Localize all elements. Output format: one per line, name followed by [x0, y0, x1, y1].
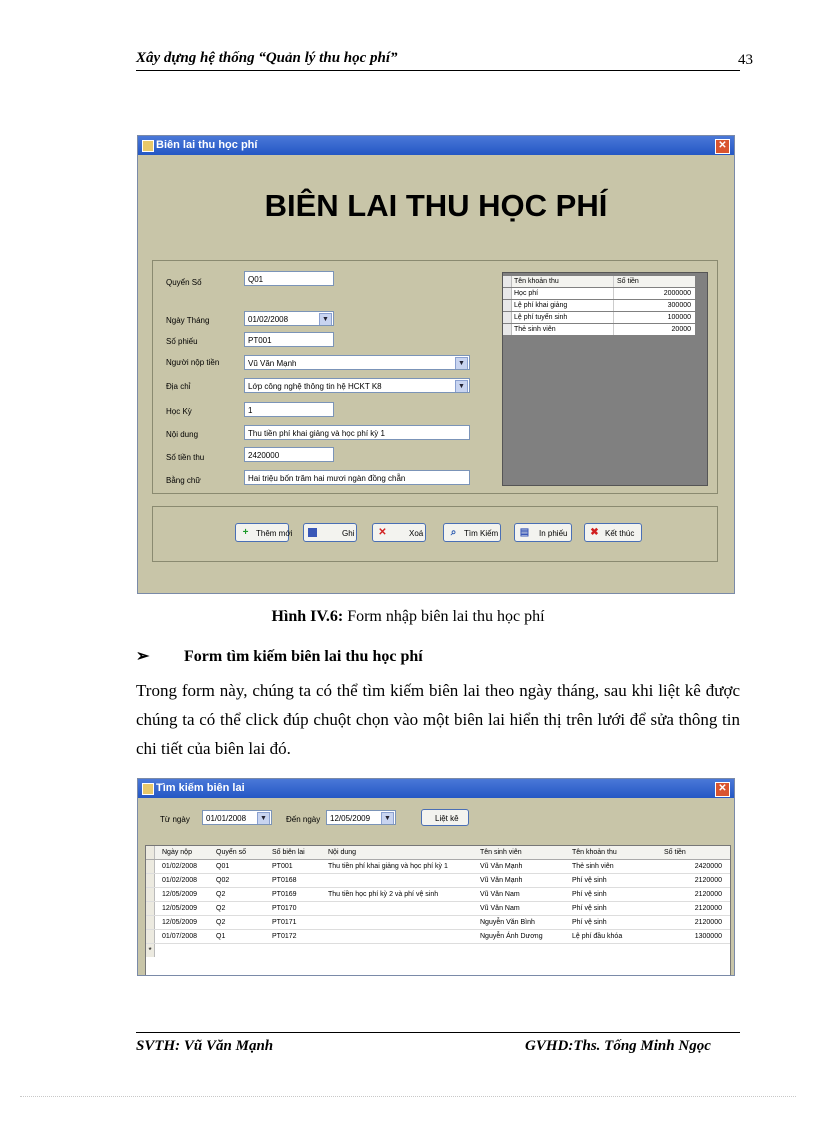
chevron-down-icon[interactable]: ▼: [381, 812, 394, 825]
to-date-label: Đến ngày: [286, 815, 321, 824]
exit-button[interactable]: [584, 523, 642, 542]
noi-dung-input[interactable]: Thu tiền phí khai giảng và học phí kỳ 1: [244, 425, 470, 440]
ten-sinh-vien-cell: Vũ Văn Mạnh: [480, 877, 523, 884]
receipt-form-heading: BIÊN LAI THU HỌC PHÍ: [264, 188, 608, 223]
quyen-so-cell: Q2: [216, 919, 226, 926]
search-button-label: Tìm Kiếm: [464, 529, 499, 538]
ten-sinh-vien-cell: Vũ Văn Nam: [480, 905, 520, 912]
from-date-label: Từ ngày: [160, 815, 190, 824]
header-noi-dung: Nội dung: [328, 849, 357, 856]
ten-khoan-thu-cell: Phí vệ sinh: [572, 905, 607, 912]
ngay-nop-cell: 01/02/2008: [162, 877, 198, 884]
so-tien-cell: 1300000: [694, 933, 722, 940]
so-phieu-label: Số phiếu: [166, 337, 198, 346]
receipt-form-window-title: Biên lai thu học phí: [156, 139, 258, 151]
save-button-label: Ghi: [342, 529, 355, 538]
ten-khoan-thu-cell: Phí vệ sinh: [572, 891, 607, 898]
close-icon[interactable]: ✕: [715, 139, 730, 154]
receipt-search-titlebar: [138, 779, 734, 798]
dia-chi-select[interactable]: [244, 378, 470, 393]
receipt-results-grid: [145, 845, 731, 976]
table-row[interactable]: [503, 312, 695, 323]
document-header-title: Xây dựng hệ thống “Quản lý thu học phí”: [136, 50, 398, 66]
ten-khoan-thu-cell: Phí vệ sinh: [572, 877, 607, 884]
so-bien-lai-cell: PT001: [272, 863, 293, 870]
receipt-form-titlebar: [138, 136, 734, 155]
page-number: 43: [738, 52, 753, 68]
header-ten-khoan-thu: Tên khoản thu: [572, 849, 617, 856]
dia-chi-value: Lớp công nghệ thông tin hệ HCKT K8: [248, 382, 382, 391]
table-row[interactable]: [503, 300, 695, 311]
nguoi-nop-select[interactable]: [244, 355, 470, 370]
so-tien-cell: 2420000: [694, 863, 722, 870]
fee-amount-cell: 100000: [667, 314, 691, 321]
ngay-thang-value: 01/02/2008: [248, 315, 289, 324]
fee-items-grid: [502, 272, 708, 486]
quyen-so-cell: Q1: [216, 933, 226, 940]
to-date-picker[interactable]: [326, 810, 396, 825]
chevron-down-icon[interactable]: ▼: [455, 357, 468, 370]
ten-khoan-thu-cell: Thẻ sinh viên: [572, 863, 614, 870]
fee-amount-cell: 20000: [671, 326, 691, 333]
receipt-search-window: [137, 778, 735, 976]
ten-khoan-thu-cell: Lệ phí đầu khóa: [572, 933, 623, 940]
header-so-tien: Số tiền: [664, 849, 686, 856]
ngay-nop-cell: 12/05/2009: [162, 919, 198, 926]
header-rule: [136, 70, 740, 71]
quyen-so-cell: Q01: [216, 863, 230, 870]
fee-name-cell: Lệ phí khai giảng: [514, 302, 568, 309]
add-button[interactable]: [235, 523, 293, 542]
quyen-so-label: Quyển Số: [166, 278, 202, 287]
fee-header-name: Tên khoản thu: [514, 278, 559, 285]
fee-amount-cell: 300000: [667, 302, 691, 309]
nguoi-nop-value: Vũ Văn Mạnh: [248, 359, 297, 368]
table-row[interactable]: [503, 324, 695, 335]
so-tien-cell: 2120000: [694, 905, 722, 912]
nguoi-nop-label: Người nộp tiền: [166, 358, 220, 367]
quyen-so-input[interactable]: Q01: [244, 271, 334, 286]
new-row[interactable]: [146, 944, 730, 957]
footer-student: SVTH: Vũ Văn Mạnh: [136, 1038, 274, 1054]
exit-button-label: Kết thúc: [605, 529, 635, 538]
noi-dung-cell: Thu tiền học phí kỳ 2 và phí vệ sinh: [328, 891, 439, 898]
fee-grid-header: [503, 276, 695, 287]
so-bien-lai-cell: PT0170: [272, 905, 297, 912]
app-icon: [142, 140, 154, 152]
table-row[interactable]: [146, 860, 730, 874]
save-button[interactable]: [303, 523, 357, 542]
bang-chu-label: Bằng chữ: [166, 476, 201, 485]
results-grid-header: [146, 846, 730, 860]
so-bien-lai-cell: PT0171: [272, 919, 297, 926]
noi-dung-cell: Thu tiền phí khai giảng và học phí kỳ 1: [328, 863, 448, 870]
footer-advisor: GVHD:Ths. Tống Minh Ngọc: [525, 1038, 711, 1054]
so-phieu-input[interactable]: PT001: [244, 332, 334, 347]
to-date-value: 12/05/2009: [330, 814, 371, 823]
ngay-thang-label: Ngày Tháng: [166, 316, 210, 325]
print-button[interactable]: [514, 523, 572, 542]
arrow-bullet-icon: ➢: [136, 648, 150, 665]
so-bien-lai-cell: PT0172: [272, 933, 297, 940]
fee-name-cell: Thẻ sinh viên: [514, 326, 556, 333]
table-row[interactable]: [146, 902, 730, 916]
print-button-label: In phiếu: [539, 529, 568, 538]
ngay-nop-cell: 01/02/2008: [162, 863, 198, 870]
page-bottom-dotted-line: [20, 1096, 796, 1097]
table-row[interactable]: [146, 888, 730, 902]
ten-sinh-vien-cell: Nguyễn Văn Bình: [480, 919, 535, 926]
delete-button[interactable]: [372, 523, 426, 542]
ngay-thang-picker[interactable]: [244, 311, 334, 326]
noi-dung-label: Nội dung: [166, 430, 199, 439]
ten-khoan-thu-cell: Phí vệ sinh: [572, 919, 607, 926]
chevron-down-icon[interactable]: ▼: [257, 812, 270, 825]
header-quyen-so: Quyển số: [216, 849, 246, 856]
body-paragraph: Trong form này, chúng ta có thể tìm kiếm biên lai theo ngày tháng, sau khi liệt kê được chúng ta có thể click đúp chuột chọn vào một biên lai hiển thị trên lưới để sửa thông tin chi tiết của biên lai đó.: [136, 681, 740, 758]
dia-chi-label: Địa chỉ: [166, 382, 191, 391]
chevron-down-icon[interactable]: ▼: [455, 380, 468, 393]
close-icon: ✖: [590, 527, 599, 538]
ngay-nop-cell: 12/05/2009: [162, 891, 198, 898]
hoc-ky-label: Học Kỳ: [166, 407, 192, 416]
fee-name-cell: Học phí: [514, 290, 539, 297]
ten-sinh-vien-cell: Vũ Văn Mạnh: [480, 863, 523, 870]
so-tien-cell: 2120000: [694, 877, 722, 884]
quyen-so-cell: Q2: [216, 891, 226, 898]
ten-sinh-vien-cell: Nguyễn Ánh Dương: [480, 933, 543, 940]
delete-x-icon: ✕: [378, 527, 387, 538]
close-icon[interactable]: ✕: [715, 782, 730, 797]
fee-amount-cell: 2000000: [663, 290, 691, 297]
so-bien-lai-cell: PT0169: [272, 891, 297, 898]
bang-chu-input[interactable]: Hai triệu bốn trăm hai mươi ngàn đồng chẵn: [244, 470, 470, 485]
list-button[interactable]: Liệt kê: [421, 809, 469, 826]
from-date-value: 01/01/2008: [206, 814, 247, 823]
fee-header-amount: Số tiền: [617, 278, 639, 285]
receipt-search-window-title: Tìm kiếm biên lai: [156, 782, 245, 794]
chevron-down-icon[interactable]: ▼: [319, 313, 332, 326]
so-bien-lai-cell: PT0168: [272, 877, 297, 884]
figure-caption: [0, 608, 816, 626]
table-row[interactable]: [146, 916, 730, 930]
quyen-so-cell: Q02: [216, 877, 230, 884]
figure-caption-label: Hình IV.6:: [271, 608, 344, 625]
table-row[interactable]: [146, 930, 730, 944]
header-ngay-nop: Ngày nộp: [162, 849, 192, 856]
app-icon: [142, 783, 154, 795]
floppy-disk-icon: [308, 528, 317, 537]
section-heading: [136, 646, 423, 666]
document-icon: ▤: [519, 527, 530, 538]
so-tien-cell: 2120000: [694, 891, 722, 898]
figure-caption-text: Form nhập biên lai thu học phí: [343, 608, 545, 625]
so-tien-cell: 2120000: [694, 919, 722, 926]
section-title: Form tìm kiếm biên lai thu học phí: [184, 648, 423, 665]
fee-name-cell: Lệ phí tuyển sinh: [514, 314, 568, 321]
so-tien-thu-label: Số tiền thu: [166, 453, 205, 462]
ngay-nop-cell: 01/07/2008: [162, 933, 198, 940]
search-icon: ⌕: [450, 527, 457, 538]
hoc-ky-input[interactable]: 1: [244, 402, 334, 417]
plus-icon: +: [242, 527, 249, 538]
header-ten-sinh-vien: Tên sinh viên: [480, 849, 522, 856]
table-row[interactable]: [146, 874, 730, 888]
footer-rule: [136, 1032, 740, 1033]
delete-button-label: Xoá: [409, 529, 424, 538]
receipt-form-window: [137, 135, 735, 594]
table-row[interactable]: [503, 288, 695, 299]
from-date-picker[interactable]: [202, 810, 272, 825]
ngay-nop-cell: 12/05/2009: [162, 905, 198, 912]
header-so-bien-lai: Số biên lai: [272, 849, 305, 856]
ten-sinh-vien-cell: Vũ Văn Nam: [480, 891, 520, 898]
add-button-label: Thêm mới: [256, 529, 293, 538]
search-button[interactable]: [443, 523, 501, 542]
new-row-marker: *: [146, 944, 155, 957]
so-tien-thu-input[interactable]: 2420000: [244, 447, 334, 462]
quyen-so-cell: Q2: [216, 905, 226, 912]
